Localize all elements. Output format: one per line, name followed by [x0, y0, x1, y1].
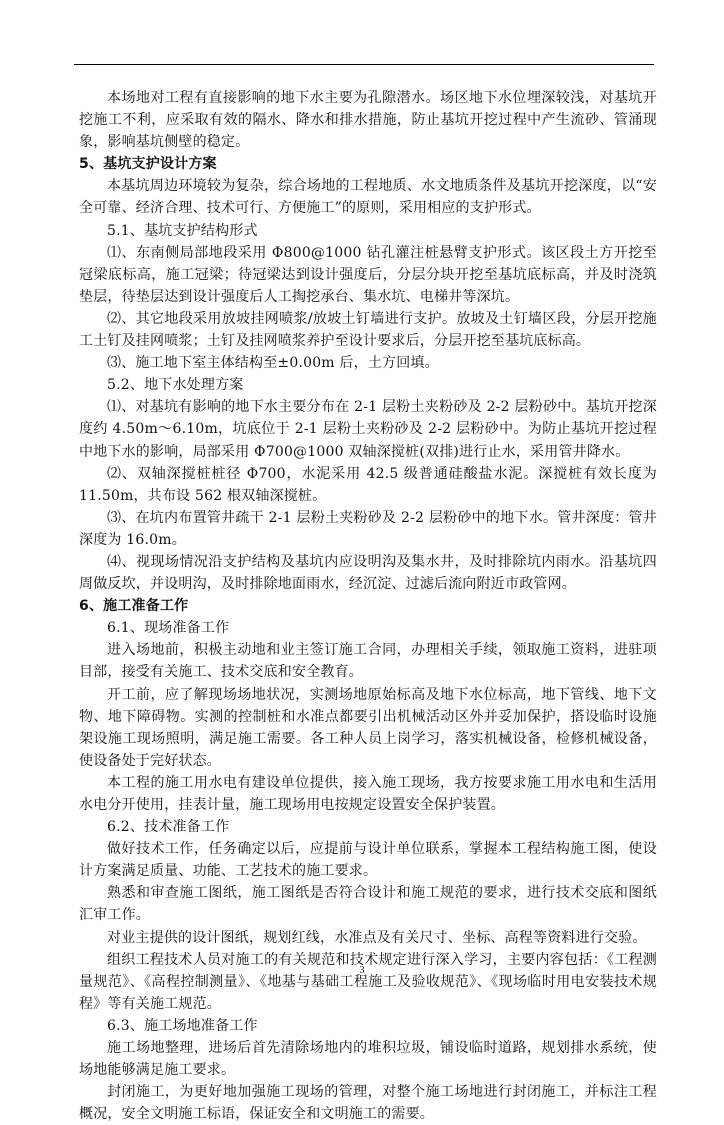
paragraph: ⑷、视现场情况沿支护结构及基坑内应设明沟及集水井，及时排除坑内雨水。沿基坑四周做反坎，并设明沟，及时排除地面雨水，经沉淀、过滤后流向附近市政管网。: [79, 553, 657, 593]
paragraph: 做好技术工作，任务确定以后，应提前与设计单位联系，掌握本工程结构施工图，使设计方案满足质量、功能、工艺技术的施工要求。: [79, 841, 657, 880]
paragraph: 封闭施工，为更好地加强施工现场的管理，对整个施工场地进行封闭施工，并标注工程概况，安全文明施工标语，保证安全和文明施工的需要。: [79, 1084, 657, 1123]
paragraph: 施工场地整理，进场后首先清除场地内的堆积垃圾，铺设临时道路，规划排水系统，使场地能够满足施工要求。: [79, 1040, 657, 1079]
paragraph: 本场地对工程有直接影响的地下水主要为孔隙潜水。场区地下水位埋深较浅，对基坑开挖施工不利，应采取有效的隔水、降水和排水措施，防止基坑开挖过程中产生流砂、管涌现象，影响基坑侧壁的稳定。: [79, 90, 657, 151]
paragraph: 对业主提供的设计图纸，规划红线，水准点及有关尺寸、坐标、高程等资料进行交验。: [107, 929, 647, 946]
subsection-title: 5.2、地下水处理方案: [107, 377, 244, 394]
paragraph: 本工程的施工用水电有建设单位提供，接入施工现场，我方按要求施工用水电和生活用水电分开使用，挂表计量，施工现场用电按规定设置安全保护装置。: [79, 774, 657, 813]
paragraph: ⑶、施工地下室主体结构至±0.00m 后，土方回填。: [107, 355, 439, 372]
section-heading: 6、施工准备工作: [79, 598, 189, 615]
section-heading: 5、基坑支护设计方案: [79, 156, 217, 173]
subsection-title: 6.1、现场准备工作: [107, 620, 230, 637]
paragraph: 开工前，应了解现场场地状况，实测场地原始标高及地下水位标高，地下管线、地下文物、地下障碍物。实测的控制桩和水准点都要引出机械活动区外并妥加保护，搭设临时设施架设施工现场照明，满足施工需要。各工种人员上岗学习，落实机械设备，检修机械设备，使设备处于完好状态。: [79, 686, 657, 769]
paragraph: 本基坑周边环境较为复杂，综合场地的工程地质、水文地质条件及基坑开挖深度，以“安全可靠、经济合理、技术可行、方便施工”的原则，采用相应的支护形式。: [79, 178, 657, 217]
paragraph: ⑴、东南侧局部地段采用 Φ800@1000 钻孔灌注桩悬臂支护形式。该区段土方开挖至冠梁底标高，施工冠梁；待冠梁达到设计强度后，分层分块开挖至基坑底标高，并及时浇筑垫层，待垫层达到设计强度后人工掏挖承台、集水坑、电梯井等深坑。: [79, 244, 657, 305]
subsection-title: 5.1、基坑支护结构形式: [107, 222, 258, 239]
subsection-title: 6.3、施工场地准备工作: [107, 1017, 258, 1034]
paragraph: ⑶、在坑内布置管井疏干 2-1 层粉土夹粉砂及 2-2 层粉砂中的地下水。管井深度：管井深度为 16.0m。: [79, 509, 657, 548]
paragraph: ⑵、双轴深搅桩桩径 Φ700，水泥采用 42.5 级普通硅酸盐水泥。深搅桩有效长度为 11.50m，共布设 562 根双轴深搅桩。: [79, 465, 657, 504]
subsection-title: 6.2、技术准备工作: [107, 819, 230, 836]
page-number: 3: [359, 965, 365, 976]
paragraph: ⑵、其它地段采用放坡挂网喷浆/放坡土钉墙进行支护。放坡及土钉墙区段，分层开挖施工土钉及挂网喷浆；土钉及挂网喷浆养护至设计要求后，分层开挖至基坑底标高。: [79, 310, 657, 350]
paragraph: 组织工程技术人员对施工的有关规范和技术规定进行深入学习，主要内容包括：《工程测量规范》、《高程控制测量》、《地基与基础工程施工及验收规范》、《现场临时用电安装技术规程》等有关施工规范。: [79, 951, 657, 1012]
paragraph: 进入场地前，积极主动地和业主签订施工合同，办理相关手续，领取施工资料，进驻项目部，接受有关施工、技术交底和安全教育。: [79, 642, 657, 681]
header-rule: [74, 64, 654, 65]
paragraph: 熟悉和审查施工图纸，施工图纸是否符合设计和施工规范的要求，进行技术交底和图纸汇审工作。: [79, 885, 657, 924]
paragraph: ⑴、对基坑有影响的地下水主要分布在 2-1 层粉土夹粉砂及 2-2 层粉砂中。基坑开挖深度约 4.50m～6.10m，坑底位于 2-1 层粉土夹粉砂及 2-2 层粉砂中。为防止基坑开挖过程中地下水的影响，局部采用 Φ700@1000 双轴深搅桩(双排)进行止水，采用管井降水。: [79, 399, 657, 460]
